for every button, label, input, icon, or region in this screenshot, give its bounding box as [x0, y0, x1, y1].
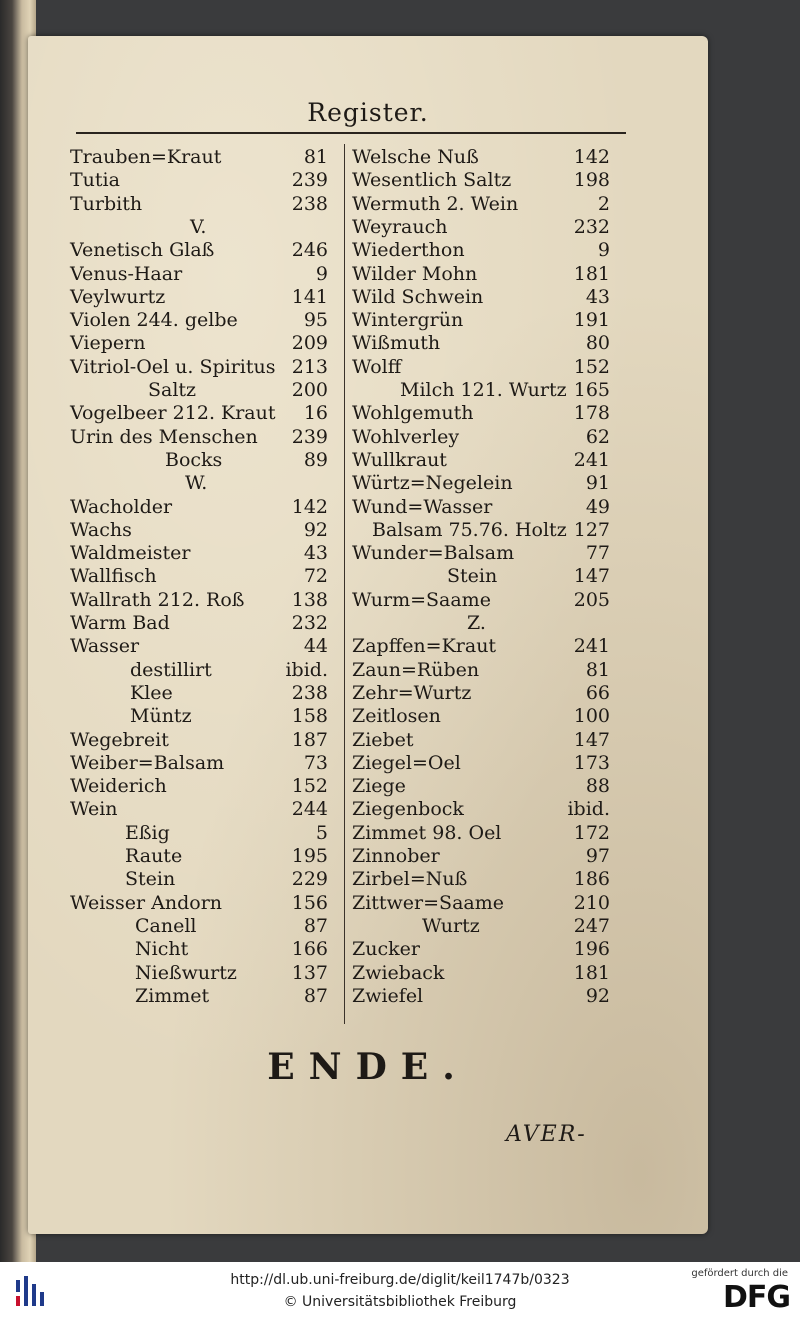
index-entry-page: 213	[291, 355, 328, 378]
index-entry-page: 92	[303, 518, 328, 541]
index-entry-page: 232	[291, 612, 328, 634]
index-entry-text: Bocks	[165, 448, 223, 471]
index-entry-page: 100	[573, 705, 610, 728]
index-entry-text: Wißmuth	[352, 332, 441, 355]
index-entry-text: Wurm=Saame	[352, 588, 491, 611]
header-rule	[76, 132, 626, 134]
index-entry-page: 92	[585, 984, 610, 1007]
index-entry-page: 156	[291, 891, 328, 914]
ende-text: ENDE.	[267, 1046, 469, 1088]
index-entry-text: Wullkraut	[352, 448, 447, 471]
index-entry-page: 147	[573, 565, 610, 588]
index-entry-text: Klee	[130, 681, 173, 704]
index-entry-text: Weiderich	[70, 775, 167, 798]
index-entry-page: 232	[573, 215, 610, 238]
index-entry-text: Zittwer=Saame	[352, 891, 504, 914]
index-entry-page: 89	[303, 448, 328, 471]
index-entry-text: Zwiefel	[352, 984, 424, 1007]
index-entry-text: Vogelbeer 212. Kraut	[70, 402, 276, 425]
index-entry-page: 95	[303, 309, 328, 332]
index-entry-page: 152	[291, 775, 328, 798]
index-entry-text: Weiber=Balsam	[70, 751, 225, 774]
index-entry-page: 138	[291, 588, 328, 611]
footer-bar	[0, 1262, 800, 1321]
index-entry-page: 142	[291, 495, 328, 518]
index-entry-text: Müntz	[130, 705, 192, 728]
index-entry-page: 238	[291, 192, 328, 215]
index-entry-text: Warm Bad	[70, 612, 170, 634]
index-entry-page: 187	[291, 728, 328, 751]
index-entry-text: Z.	[467, 612, 486, 634]
index-entry-page: 88	[585, 775, 610, 798]
index-entry-text: Wiederthon	[352, 239, 465, 262]
footer-copyright: © Universitätsbibliothek Freiburg	[283, 1294, 517, 1310]
index-entry-text: Zucker	[352, 938, 420, 961]
index-entry-text: Tutia	[70, 169, 120, 192]
index-entry-page: 181	[573, 961, 610, 984]
index-entry-text: Wunder=Balsam	[352, 542, 515, 565]
index-entry-text: Wohlgemuth	[352, 402, 474, 425]
index-entry-page: 172	[573, 821, 610, 844]
index-entry-page: ibid.	[567, 798, 610, 821]
index-entry-text: W.	[185, 472, 208, 495]
index-entry-text: Raute	[125, 845, 183, 867]
index-entry-text: destillirt	[130, 658, 212, 681]
index-entry-page: ibid.	[285, 658, 328, 681]
index-entry-page: 80	[585, 332, 610, 355]
index-entry-page: 186	[573, 868, 610, 891]
index-entry-page: 49	[585, 495, 610, 518]
index-entry-page: 97	[585, 845, 610, 867]
index-entry-text: Wasser	[70, 635, 140, 658]
index-entry-page: 238	[291, 681, 328, 704]
index-entry-page: 142	[573, 146, 610, 168]
index-entry-text: Wermuth 2. Wein	[352, 192, 519, 215]
index-entry-page: 229	[291, 868, 328, 891]
index-entry-text: Wallfisch	[70, 565, 157, 588]
index-entry-text: Weyrauch	[352, 215, 448, 238]
index-entry-text: Wallrath 212. Roß	[70, 588, 245, 611]
index-entry-text: Waldmeister	[70, 542, 191, 565]
index-entry-page: 43	[303, 542, 328, 565]
index-entry-page: 66	[585, 681, 610, 704]
index-entry-text: Wolff	[352, 355, 402, 378]
index-entry-page: 87	[303, 914, 328, 937]
index-entry-text: Würtz=Negelein	[352, 472, 513, 495]
index-entry-text: Weisser Andorn	[70, 891, 223, 914]
footer-url-link[interactable]: http://dl.ub.uni-freiburg.de/diglit/keil1747b/0323	[230, 1272, 570, 1288]
index-entry-page: 239	[291, 169, 328, 192]
index-entry-page: 195	[291, 845, 328, 867]
index-entry-text: Zwieback	[352, 961, 445, 984]
index-entry-page: 209	[291, 332, 328, 355]
index-entry-page: 16	[303, 402, 328, 425]
index-entry-page: 178	[573, 402, 610, 425]
index-entry-text: Milch 121. Wurtz	[400, 379, 567, 401]
index-entry-text: Wintergrün	[352, 309, 464, 332]
index-entry-page: 210	[573, 891, 610, 914]
index-entry-page: 246	[291, 239, 328, 262]
index-entry-page: 198	[573, 169, 610, 192]
index-entry-text: Canell	[135, 914, 197, 937]
page-header: Register.	[307, 98, 429, 127]
index-entry-text: V.	[190, 215, 207, 238]
index-entry-page: 200	[291, 379, 328, 401]
index-entry-page: 9	[315, 262, 328, 285]
index-entry-text: Wild Schwein	[352, 285, 484, 308]
index-entry-text: Venetisch Glaß	[70, 239, 215, 262]
index-entry-page: 73	[303, 751, 328, 774]
index-entry-text: Ziegenbock	[352, 798, 464, 821]
index-entry-page: 141	[291, 285, 328, 308]
index-entry-text: Urin des Menschen	[70, 425, 258, 448]
index-entry-page: 196	[573, 938, 610, 961]
index-entry-page: 147	[573, 728, 610, 751]
index-entry-text: Wein	[70, 798, 118, 821]
index-entry-text: Eßig	[125, 821, 170, 844]
index-entry-text: Venus-Haar	[70, 262, 183, 285]
dfg-logo: DFG	[722, 1280, 790, 1315]
index-entry-text: Violen 244. gelbe	[70, 309, 238, 332]
catchword: AVER-	[506, 1122, 587, 1147]
index-entry-text: Zeitlosen	[352, 705, 441, 728]
index-entry-text: Wilder Mohn	[352, 262, 478, 285]
index-entry-page: 152	[573, 355, 610, 378]
index-entry-page: 247	[573, 914, 610, 937]
index-entry-text: Zirbel=Nuß	[352, 868, 468, 891]
index-entry-page: 205	[573, 588, 610, 611]
index-entry-text: Stein	[125, 868, 176, 891]
index-entry-text: Stein	[447, 565, 498, 588]
index-entry-page: 244	[291, 798, 328, 821]
index-entry-page: 81	[585, 658, 610, 681]
index-entry-text: Zapffen=Kraut	[352, 635, 497, 658]
index-entry-text: Veylwurtz	[70, 285, 166, 308]
index-entry-page: 77	[585, 542, 610, 565]
index-entry-text: Zimmet 98. Oel	[352, 821, 502, 844]
index-entry-page: 166	[291, 938, 328, 961]
index-entry-text: Ziebet	[352, 728, 414, 751]
index-entry-text: Zehr=Wurtz	[352, 681, 472, 704]
index-entry-page: 5	[315, 821, 328, 844]
index-entry-text: Wachs	[70, 518, 132, 541]
column-divider	[344, 144, 345, 1024]
index-entry-text: Zinnober	[352, 845, 440, 867]
index-entry-page: 158	[291, 705, 328, 728]
index-entry-text: Turbith	[70, 192, 143, 215]
index-entry-text: Zaun=Rüben	[352, 658, 480, 681]
index-entry-page: 2	[597, 192, 610, 215]
index-entry-page: 87	[303, 984, 328, 1007]
funding-note: gefördert durch die	[691, 1268, 788, 1279]
scanned-page	[28, 36, 708, 1234]
index-entry-page: 137	[291, 961, 328, 984]
index-entry-page: 43	[585, 285, 610, 308]
index-entry-page: 181	[573, 262, 610, 285]
index-entry-text: Saltz	[148, 379, 197, 401]
index-entry-text: Trauben=Kraut	[70, 146, 222, 168]
index-entry-text: Wacholder	[70, 495, 173, 518]
index-entry-text: Welsche Nuß	[352, 146, 479, 168]
index-entry-text: Nicht	[135, 938, 189, 961]
index-entry-text: Viepern	[70, 332, 146, 355]
index-entry-text: Ziegel=Oel	[352, 751, 461, 774]
index-entry-text: Nießwurtz	[135, 961, 237, 984]
index-entry-text: Zimmet	[135, 984, 210, 1007]
index-entry-page: 62	[585, 425, 610, 448]
index-entry-text: Balsam 75.76. Holtz	[372, 518, 567, 541]
index-entry-text: Wegebreit	[70, 728, 169, 751]
index-entry-page: 173	[573, 751, 610, 774]
index-entry-page: 241	[573, 635, 610, 658]
index-entry-page: 127	[573, 518, 610, 541]
index-entry-page: 9	[597, 239, 610, 262]
index-entry-text: Vitriol-Oel u. Spiritus	[70, 355, 276, 378]
index-entry-page: 241	[573, 448, 610, 471]
index-entry-text: Wesentlich Saltz	[352, 169, 512, 192]
index-entry-text: Wohlverley	[352, 425, 460, 448]
index-entry-page: 91	[585, 472, 610, 495]
index-entry-text: Wurtz	[422, 914, 480, 937]
index-entry-page: 239	[291, 425, 328, 448]
index-entry-text: Wund=Wasser	[352, 495, 493, 518]
index-entry-page: 81	[303, 146, 328, 168]
index-entry-text: Ziege	[352, 775, 406, 798]
index-entry-page: 44	[303, 635, 328, 658]
index-entry-page: 165	[573, 379, 610, 401]
index-entry-page: 191	[573, 309, 610, 332]
index-entry-page: 72	[303, 565, 328, 588]
